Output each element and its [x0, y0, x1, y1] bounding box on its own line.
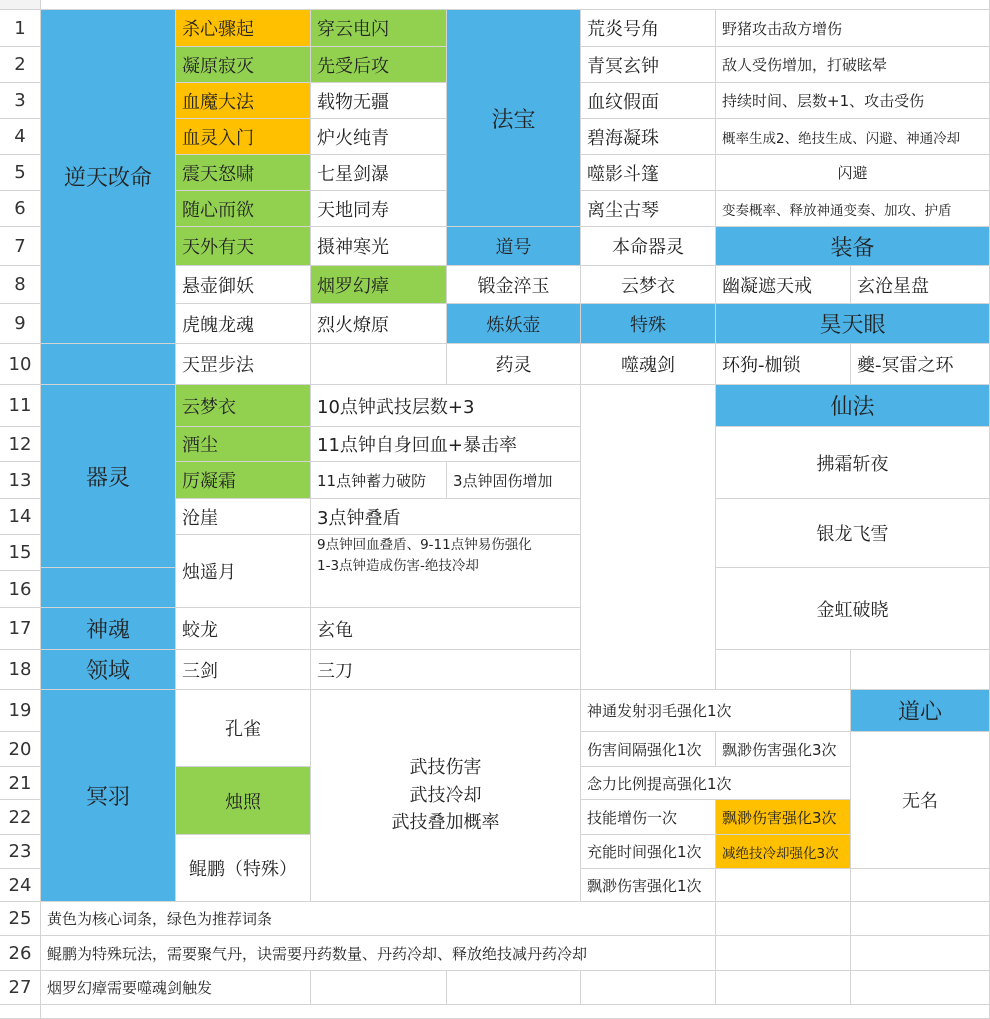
- haotianyan-header[interactable]: 昊天眼: [716, 304, 990, 344]
- qiling-header-ext[interactable]: [41, 568, 176, 608]
- row-header[interactable]: 5: [0, 155, 41, 191]
- nitian-header-ext[interactable]: [41, 344, 176, 385]
- lingyu-header[interactable]: 领域: [41, 650, 176, 690]
- qiling-name[interactable]: 厉凝霜: [176, 462, 311, 499]
- mingyu-upgrade-f[interactable]: 飘渺伤害强化3次: [716, 800, 851, 835]
- row-header[interactable]: 21: [0, 767, 41, 800]
- xianfa-item[interactable]: 银龙飞雪: [716, 499, 990, 568]
- fabao-name[interactable]: 噬影斗篷: [581, 155, 716, 191]
- fabao-name[interactable]: 荒炎号角: [581, 10, 716, 47]
- row-header[interactable]: 12: [0, 427, 41, 462]
- nitian-col2-cell[interactable]: 烈火燎原: [311, 304, 447, 344]
- daoxin-header[interactable]: 道心: [851, 690, 990, 732]
- row-header[interactable]: 1: [0, 10, 41, 47]
- nitian-col2-cell[interactable]: 穿云电闪: [311, 10, 447, 47]
- row-header[interactable]: 20: [0, 732, 41, 767]
- empty-cell[interactable]: [716, 936, 851, 971]
- nitian-col1-cell[interactable]: 血灵入门: [176, 119, 311, 155]
- empty-cell[interactable]: [851, 650, 990, 690]
- lianyaohu-header[interactable]: 炼妖壶: [447, 304, 581, 344]
- mingyu-upgrade-f[interactable]: 减绝技冷却强化3次: [716, 835, 851, 869]
- nitian-col1-cell[interactable]: 悬壶御妖: [176, 266, 311, 304]
- shenhun-item[interactable]: 蛟龙: [176, 608, 311, 650]
- nitian-header[interactable]: 逆天改命: [41, 10, 176, 344]
- empty-cell[interactable]: [716, 902, 851, 936]
- fabao-effect[interactable]: 变奏概率、释放神通变奏、加攻、护盾: [716, 191, 990, 227]
- nitian-col1-cell[interactable]: 虎魄龙魂: [176, 304, 311, 344]
- zhuangbei-item[interactable]: 玄沧星盘: [851, 266, 990, 304]
- mingyu-upgrade[interactable]: 念力比例提高强化1次: [581, 767, 851, 800]
- qiling-effect[interactable]: 3点钟固伤增加: [447, 462, 581, 499]
- fabao-name[interactable]: 碧海凝珠: [581, 119, 716, 155]
- mingyu-bird[interactable]: 烛照: [176, 767, 311, 835]
- qiling-name[interactable]: 沧崖: [176, 499, 311, 535]
- mingyu-attr: 武技伤害: [409, 756, 482, 778]
- qiling-name[interactable]: 云梦衣: [176, 385, 311, 427]
- daoxin-value[interactable]: 无名: [851, 732, 990, 869]
- row-header[interactable]: 9: [0, 304, 41, 344]
- row-header[interactable]: 22: [0, 800, 41, 835]
- zhuyaoyue-line: 1-3点钟造成伤害-绝技冷却: [317, 557, 479, 574]
- row-header[interactable]: 26: [0, 936, 41, 971]
- nitian-col2-cell[interactable]: 先受后攻: [311, 47, 447, 83]
- row-header[interactable]: 2: [0, 47, 41, 83]
- fabao-name[interactable]: 血纹假面: [581, 83, 716, 119]
- mingyu-upgrade[interactable]: 技能增伤一次: [581, 800, 716, 835]
- fabao-header[interactable]: 法宝: [447, 10, 581, 227]
- empty-cell[interactable]: [311, 344, 447, 385]
- benming-value[interactable]: 云梦衣: [581, 266, 716, 304]
- empty-cell[interactable]: [851, 971, 990, 1005]
- mingyu-attr: 武技叠加概率: [391, 812, 500, 834]
- fabao-name[interactable]: 离尘古琴: [581, 191, 716, 227]
- empty-cell[interactable]: [716, 971, 851, 1005]
- row-header[interactable]: 11: [0, 385, 41, 427]
- mingyu-attrs[interactable]: [311, 690, 581, 902]
- empty-cell[interactable]: [447, 971, 581, 1005]
- empty-cell[interactable]: [581, 385, 716, 690]
- nitian-col2-cell[interactable]: 载物无疆: [311, 83, 447, 119]
- fabao-effect[interactable]: 概率生成2、绝技生成、闪避、神通冷却: [716, 119, 990, 155]
- empty-cell[interactable]: [851, 936, 990, 971]
- row-header[interactable]: 8: [0, 266, 41, 304]
- fabao-effect[interactable]: 闪避: [716, 155, 990, 191]
- mingyu-upgrade[interactable]: 神通发射羽毛强化1次: [581, 690, 851, 732]
- sheet-top-edge: [41, 0, 990, 10]
- row-header[interactable]: 17: [0, 608, 41, 650]
- daohao-header[interactable]: 道号: [447, 227, 581, 266]
- lingyu-item[interactable]: 三剑: [176, 650, 311, 690]
- lingyu-item[interactable]: 三刀: [311, 650, 581, 690]
- row-header[interactable]: 23: [0, 835, 41, 869]
- row-header[interactable]: 27: [0, 971, 41, 1005]
- nitian-col1-cell[interactable]: 血魔大法: [176, 83, 311, 119]
- row-header[interactable]: 16: [0, 571, 41, 608]
- haotianyan-item[interactable]: 夔-冥雷之环: [851, 344, 990, 385]
- note[interactable]: 烟罗幻瘴需要噬魂剑触发: [41, 971, 311, 1005]
- empty-cell[interactable]: [311, 971, 447, 1005]
- row-header[interactable]: 3: [0, 83, 41, 119]
- mingyu-header[interactable]: 冥羽: [41, 690, 176, 902]
- row-header[interactable]: 18: [0, 650, 41, 690]
- zhuyaoyue-effect[interactable]: [311, 535, 581, 608]
- xianfa-item[interactable]: 拂霜斩夜: [716, 427, 990, 499]
- row-header[interactable]: 6: [0, 191, 41, 227]
- fabao-name[interactable]: 青冥玄钟: [581, 47, 716, 83]
- nitian-col2-cell[interactable]: 摄神寒光: [311, 227, 447, 266]
- shenhun-header[interactable]: 神魂: [41, 608, 176, 650]
- mingyu-bird[interactable]: 鲲鹏（特殊）: [176, 835, 311, 902]
- empty-cell[interactable]: [851, 869, 990, 902]
- nitian-col1-cell[interactable]: 杀心骤起: [176, 10, 311, 47]
- xianfa-item[interactable]: 金虹破晓: [716, 568, 990, 650]
- benming-header[interactable]: 本命器灵: [581, 227, 716, 266]
- empty-cell[interactable]: [851, 902, 990, 936]
- row-header[interactable]: 25: [0, 902, 41, 936]
- fabao-effect[interactable]: 持续时间、层数+1、攻击受伤: [716, 83, 990, 119]
- nitian-col2-cell[interactable]: 七星剑瀑: [311, 155, 447, 191]
- row-header[interactable]: 13: [0, 462, 41, 499]
- zhuyaoyue-line: 9点钟回血叠盾、9-11点钟易伤强化: [317, 537, 532, 553]
- qiling-effect[interactable]: 11点钟自身回血+暴击率: [311, 427, 581, 462]
- mingyu-upgrade-f[interactable]: 飘渺伤害强化3次: [716, 732, 851, 767]
- teshu-header[interactable]: 特殊: [581, 304, 716, 344]
- nitian-col2-cell[interactable]: 天地同寿: [311, 191, 447, 227]
- row-header[interactable]: 19: [0, 690, 41, 732]
- nitian-col1-cell[interactable]: 震天怒啸: [176, 155, 311, 191]
- qiling-effect[interactable]: 11点钟蓄力破防: [311, 462, 447, 499]
- nitian-col1-cell[interactable]: 天罡步法: [176, 344, 311, 385]
- nitian-col2-cell[interactable]: 炉火纯青: [311, 119, 447, 155]
- note[interactable]: 黄色为核心词条，绿色为推荐词条: [41, 902, 716, 936]
- qiling-header[interactable]: 器灵: [41, 385, 176, 568]
- row-header[interactable]: 10: [0, 344, 41, 385]
- empty-cell[interactable]: [716, 650, 851, 690]
- mingyu-upgrade[interactable]: 伤害间隔强化1次: [581, 732, 716, 767]
- qiling-name[interactable]: 烛遥月: [176, 535, 311, 608]
- qiling-effect[interactable]: 3点钟叠盾: [311, 499, 581, 535]
- mingyu-attr: 武技冷却: [409, 784, 482, 806]
- row-header-partial[interactable]: [0, 1005, 41, 1019]
- row-header[interactable]: 4: [0, 119, 41, 155]
- nitian-col1-cell[interactable]: 随心而欲: [176, 191, 311, 227]
- note[interactable]: 鲲鹏为特殊玩法，需要聚气丹，诀需要丹药数量、丹药冷却、释放绝技减丹药冷却: [41, 936, 716, 971]
- qiling-effect[interactable]: 10点钟武技层数+3: [311, 385, 581, 427]
- xianfa-header[interactable]: 仙法: [716, 385, 990, 427]
- header-corner: [0, 0, 41, 10]
- nitian-col1-cell[interactable]: 凝原寂灭: [176, 47, 311, 83]
- row-header[interactable]: 24: [0, 869, 41, 902]
- qiling-name[interactable]: 酒尘: [176, 427, 311, 462]
- mingyu-upgrade[interactable]: 飘渺伤害强化1次: [581, 869, 716, 902]
- nitian-col2-cell[interactable]: 烟罗幻瘴: [311, 266, 447, 304]
- row-header[interactable]: 7: [0, 227, 41, 266]
- lianyaohu-value[interactable]: 药灵: [447, 344, 581, 385]
- fabao-effect[interactable]: 野猪攻击敌方增伤: [716, 10, 990, 47]
- daohao-value[interactable]: 锻金淬玉: [447, 266, 581, 304]
- row-header[interactable]: 15: [0, 535, 41, 571]
- mingyu-bird[interactable]: 孔雀: [176, 690, 311, 767]
- empty-cell[interactable]: [581, 971, 716, 1005]
- shenhun-item[interactable]: 玄龟: [311, 608, 581, 650]
- partial-row[interactable]: [41, 1005, 990, 1019]
- haotianyan-item[interactable]: 环狗-枷锁: [716, 344, 851, 385]
- empty-cell[interactable]: [716, 869, 851, 902]
- zhuangbei-item[interactable]: 幽凝遮天戒: [716, 266, 851, 304]
- zhuangbei-header[interactable]: 装备: [716, 227, 990, 266]
- row-header[interactable]: 14: [0, 499, 41, 535]
- mingyu-upgrade[interactable]: 充能时间强化1次: [581, 835, 716, 869]
- nitian-col1-cell[interactable]: 天外有天: [176, 227, 311, 266]
- teshu-value[interactable]: 噬魂剑: [581, 344, 716, 385]
- fabao-effect[interactable]: 敌人受伤增加，打破眩晕: [716, 47, 990, 83]
